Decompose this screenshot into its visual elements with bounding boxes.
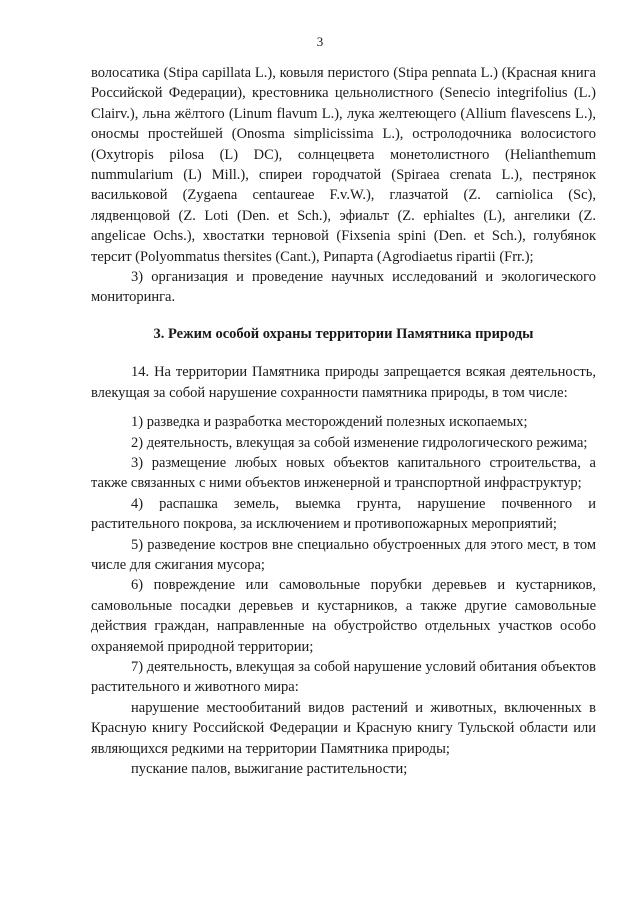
prohibition-item-7: 7) деятельность, влекущая за собой нарушение условий обитания объектов растительного и животного мира: [91, 658, 596, 696]
prohibition-item-5: 5) разведение костров вне специально обустроенных для этого мест, в том числе для сжигания мусора; [91, 536, 596, 573]
prohibition-item-1: 1) разведка и разработка месторождений полезных ископаемых; [131, 414, 528, 431]
prohibition-item-3: 3) размещение любых новых объектов капитального строительства, а также связанных с ними объектов инженерной и транспортной инфраструктур; [91, 454, 596, 492]
list-item-3-research: 3) организация и проведение научных исследований и экологического мониторинга. [91, 269, 596, 306]
prohibition-item-2: 2) деятельность, влекущая за собой изменение гидрологического режима; [131, 434, 588, 451]
page-number: 3 [316, 34, 324, 49]
document-body [91, 63, 596, 779]
prohibition-item-6: 6) повреждение или самовольные порубки деревьев и кустарников, самовольные посадки деревьев и кустарников, а также другие самовольные действия граждан, направленные на обустройство отдельных участков особо охраняемой природной территории; [91, 577, 596, 655]
prohibition-item-4: 4) распашка земель, выемка грунта, нарушение почвенного и растительного покрова, за исключением и противопожарных мероприятий; [91, 495, 596, 533]
prohibition-subitem-burning: пускание палов, выжигание растительности; [131, 761, 408, 777]
section-heading: 3. Режим особой охраны территории Памятника природы [153, 325, 534, 342]
species-list-continuation: волосатика (Stipa capillata L.), ковыля перистого (Stipa pennata L.) (Красная книга Российской Федерации), крестовника цельнолистного (Senecio integrifolius (L.) Clairv.), льна жёлтого (Linum flavum L.), лука желтеющего (Allium flavescens L.), оносмы простейшей (Onosma simplicissima L.), остролодочника волосистого (Oxytropis pilosa (L) DC), солнцецвета монетолистного (Helianthemum nummularium (L) Mill.), спиреи городчатой (Spiraea crenata L.), пестрянок васильковой (Zygaena centaureae F.v.W.), глазчатой (Z. carniolica (Sc), лядвенцовой (Z. Loti (Den. et Sch.), эфиальт (Z. ephialtes (L), ангелики (Z. angelicae Ochs.), хвостатки терновой (Fixsenia spini (Den. et Sch.), голубянок терсит (Polyommatus thersites (Cant.), Рипарта (Agrodiaetus ripartii (Frr.); [91, 65, 596, 265]
paragraph-14: 14. На территории Памятника природы запрещается всякая деятельность, влекущая за собой нарушение сохранности памятника природы, в том числе: [91, 364, 596, 401]
prohibition-subitem-habitat: нарушение местообитаний видов растений и животных, включенных в Красную книгу Российской Федерации и Красную книгу Тульской области или являющихся редкими на территории Памятника природы; [91, 699, 596, 757]
